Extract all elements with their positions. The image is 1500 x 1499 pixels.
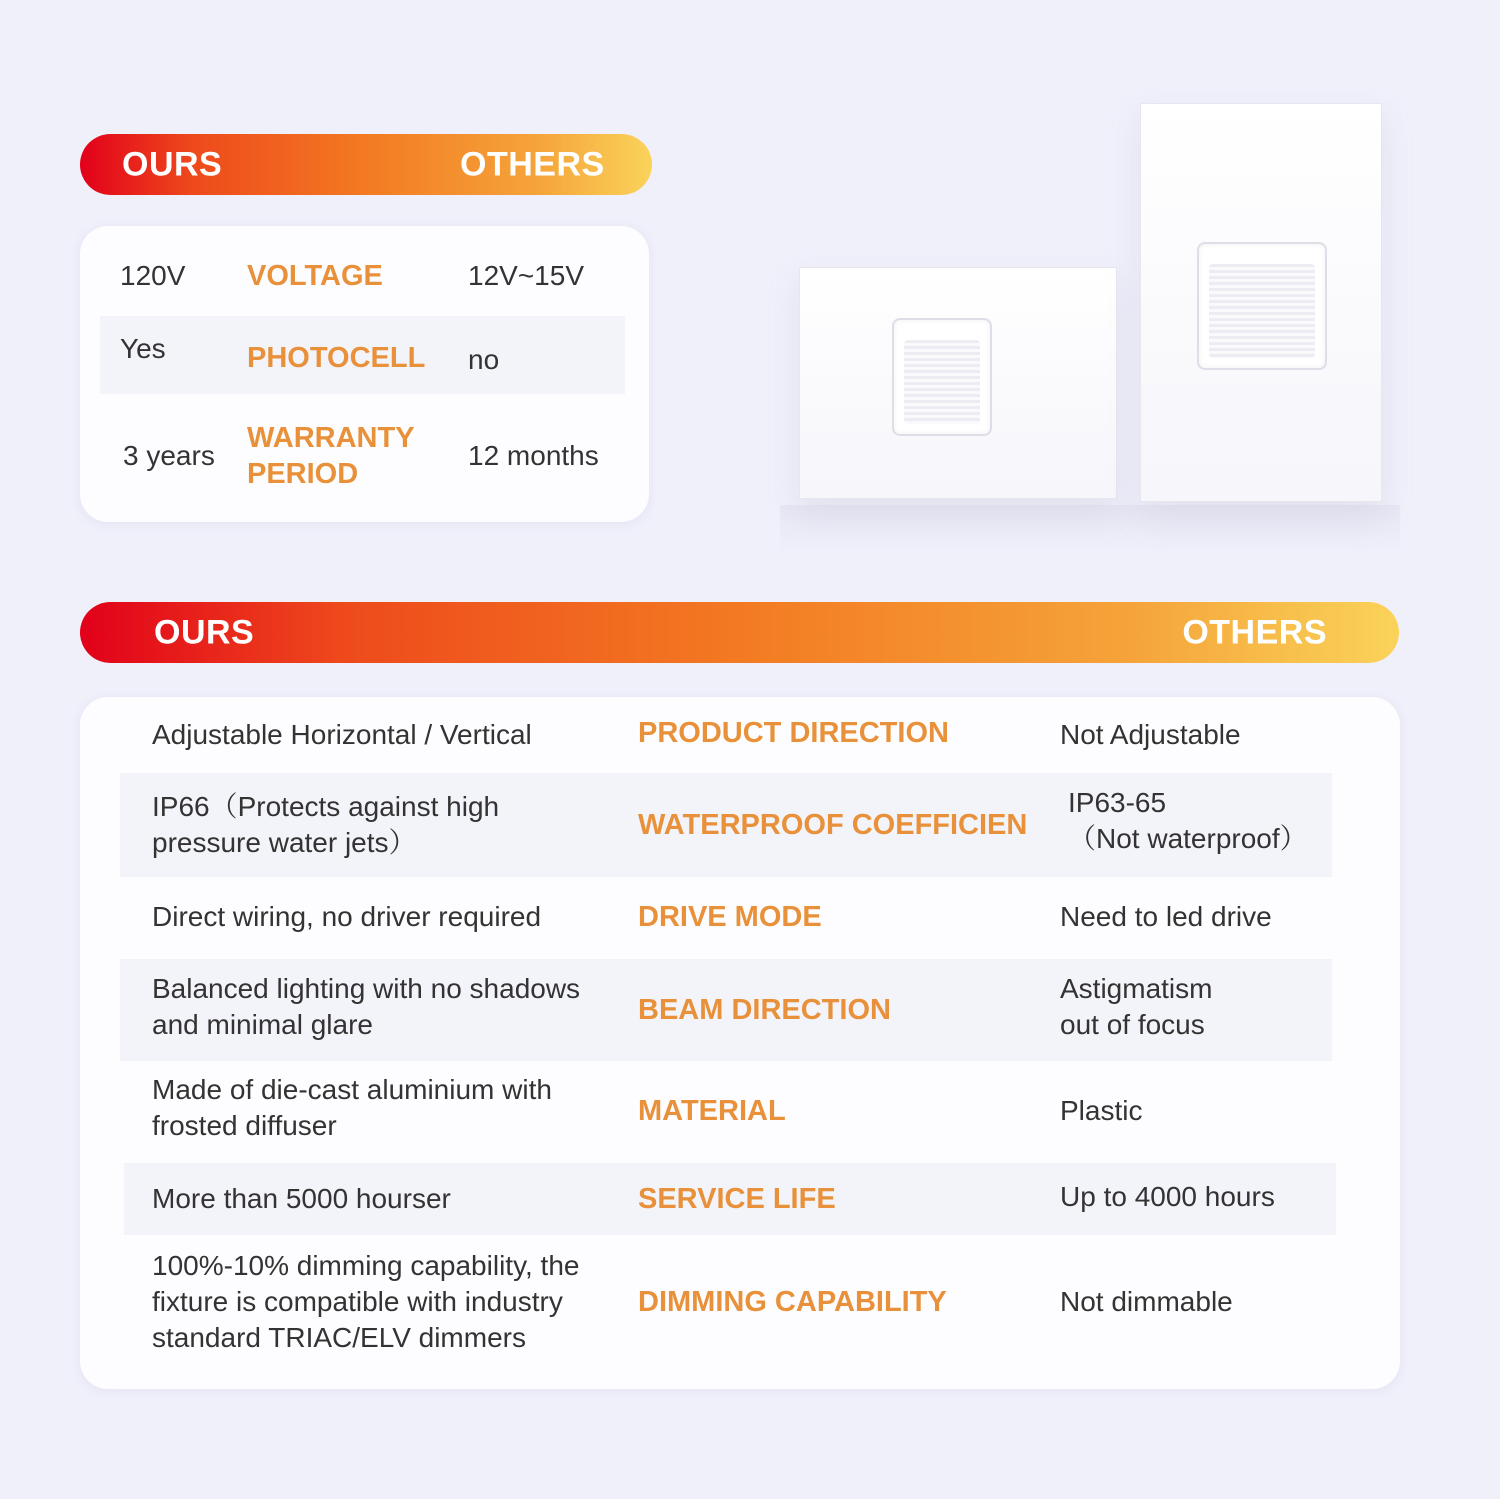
others-value-line: （Not waterproof） <box>1068 823 1308 854</box>
others-value: Plastic <box>1060 1095 1143 1126</box>
ours-value-line: frosted diffuser <box>152 1110 337 1141</box>
table-row <box>124 1163 1336 1235</box>
comparison-header-bottom <box>80 602 1399 663</box>
table-row <box>80 1061 1400 1161</box>
category-label: DIMMING CAPABILITY <box>638 1286 947 1318</box>
ours-value: More than 5000 hourser <box>152 1183 451 1214</box>
table-row <box>80 697 1400 773</box>
others-value: Up to 4000 hours <box>1060 1181 1275 1212</box>
category-label: WATERPROOF COEFFICIEN <box>638 809 1028 841</box>
ours-value-line: standard TRIAC/ELV dimmers <box>152 1322 526 1353</box>
category-label-line: PERIOD <box>247 458 359 490</box>
others-value-line: Astigmatism <box>1060 973 1213 1004</box>
ours-value <box>152 971 632 1043</box>
ours-value-line: fixture is compatible with industry <box>152 1286 563 1317</box>
others-label: OTHERS <box>460 145 605 183</box>
others-value: Not Adjustable <box>1060 719 1241 750</box>
category-label-line: WARRANTY <box>247 422 415 454</box>
category-label: PRODUCT DIRECTION <box>638 717 949 749</box>
ours-value-line: IP66（Protects against high <box>152 791 500 822</box>
comparison-header-top <box>80 134 652 195</box>
product-image-horizontal <box>799 267 1117 499</box>
ours-value: 3 years <box>123 440 215 471</box>
ours-value: 120V <box>120 260 186 291</box>
ours-value <box>152 1248 632 1356</box>
table-row <box>80 877 1400 957</box>
others-value: Not dimmable <box>1060 1286 1233 1317</box>
table-row <box>80 411 649 501</box>
product-image-vertical <box>1140 103 1382 502</box>
light-window <box>892 318 992 436</box>
table-row <box>100 316 625 394</box>
comparison-table-bottom <box>80 697 1400 1389</box>
table-row <box>120 773 1332 877</box>
others-value <box>1060 971 1212 1043</box>
table-row <box>120 959 1332 1061</box>
others-value-line: out of focus <box>1060 1009 1205 1040</box>
category-label: MATERIAL <box>638 1095 786 1127</box>
ours-value-line: Balanced lighting with no shadows <box>152 973 581 1004</box>
others-value-line: IP63-65 <box>1068 787 1167 818</box>
product-reflection <box>780 505 1400 555</box>
others-value: Need to led drive <box>1060 901 1272 932</box>
category-label: PHOTOCELL <box>247 342 426 374</box>
ours-value-line: and minimal glare <box>152 1009 373 1040</box>
ours-label: OURS <box>154 613 255 651</box>
ours-value <box>152 789 622 861</box>
others-label: OTHERS <box>1182 613 1327 651</box>
category-label: SERVICE LIFE <box>638 1183 836 1215</box>
light-window <box>1197 242 1327 370</box>
category-label: DRIVE MODE <box>638 901 822 933</box>
category-label: VOLTAGE <box>247 260 383 292</box>
light-grille <box>1209 264 1315 358</box>
ours-value: Direct wiring, no driver required <box>152 901 542 932</box>
ours-label: OURS <box>122 145 223 183</box>
ours-value <box>152 1072 622 1144</box>
others-value <box>1068 785 1308 857</box>
others-value: 12V~15V <box>468 260 584 291</box>
ours-value-line: Made of die-cast aluminium with <box>152 1074 552 1105</box>
table-row <box>80 1243 1400 1361</box>
light-grille <box>904 340 980 424</box>
ours-value-line: 100%-10% dimming capability, the <box>152 1250 580 1281</box>
category-label <box>247 420 415 492</box>
ours-value-line: pressure water jets） <box>152 827 417 858</box>
comparison-table-top <box>80 226 649 522</box>
category-label: BEAM DIRECTION <box>638 994 891 1026</box>
ours-value: Adjustable Horizontal / Vertical <box>152 719 532 750</box>
table-row <box>80 241 649 311</box>
ours-value: Yes <box>120 333 166 364</box>
others-value: no <box>468 344 500 375</box>
others-value: 12 months <box>468 440 599 471</box>
